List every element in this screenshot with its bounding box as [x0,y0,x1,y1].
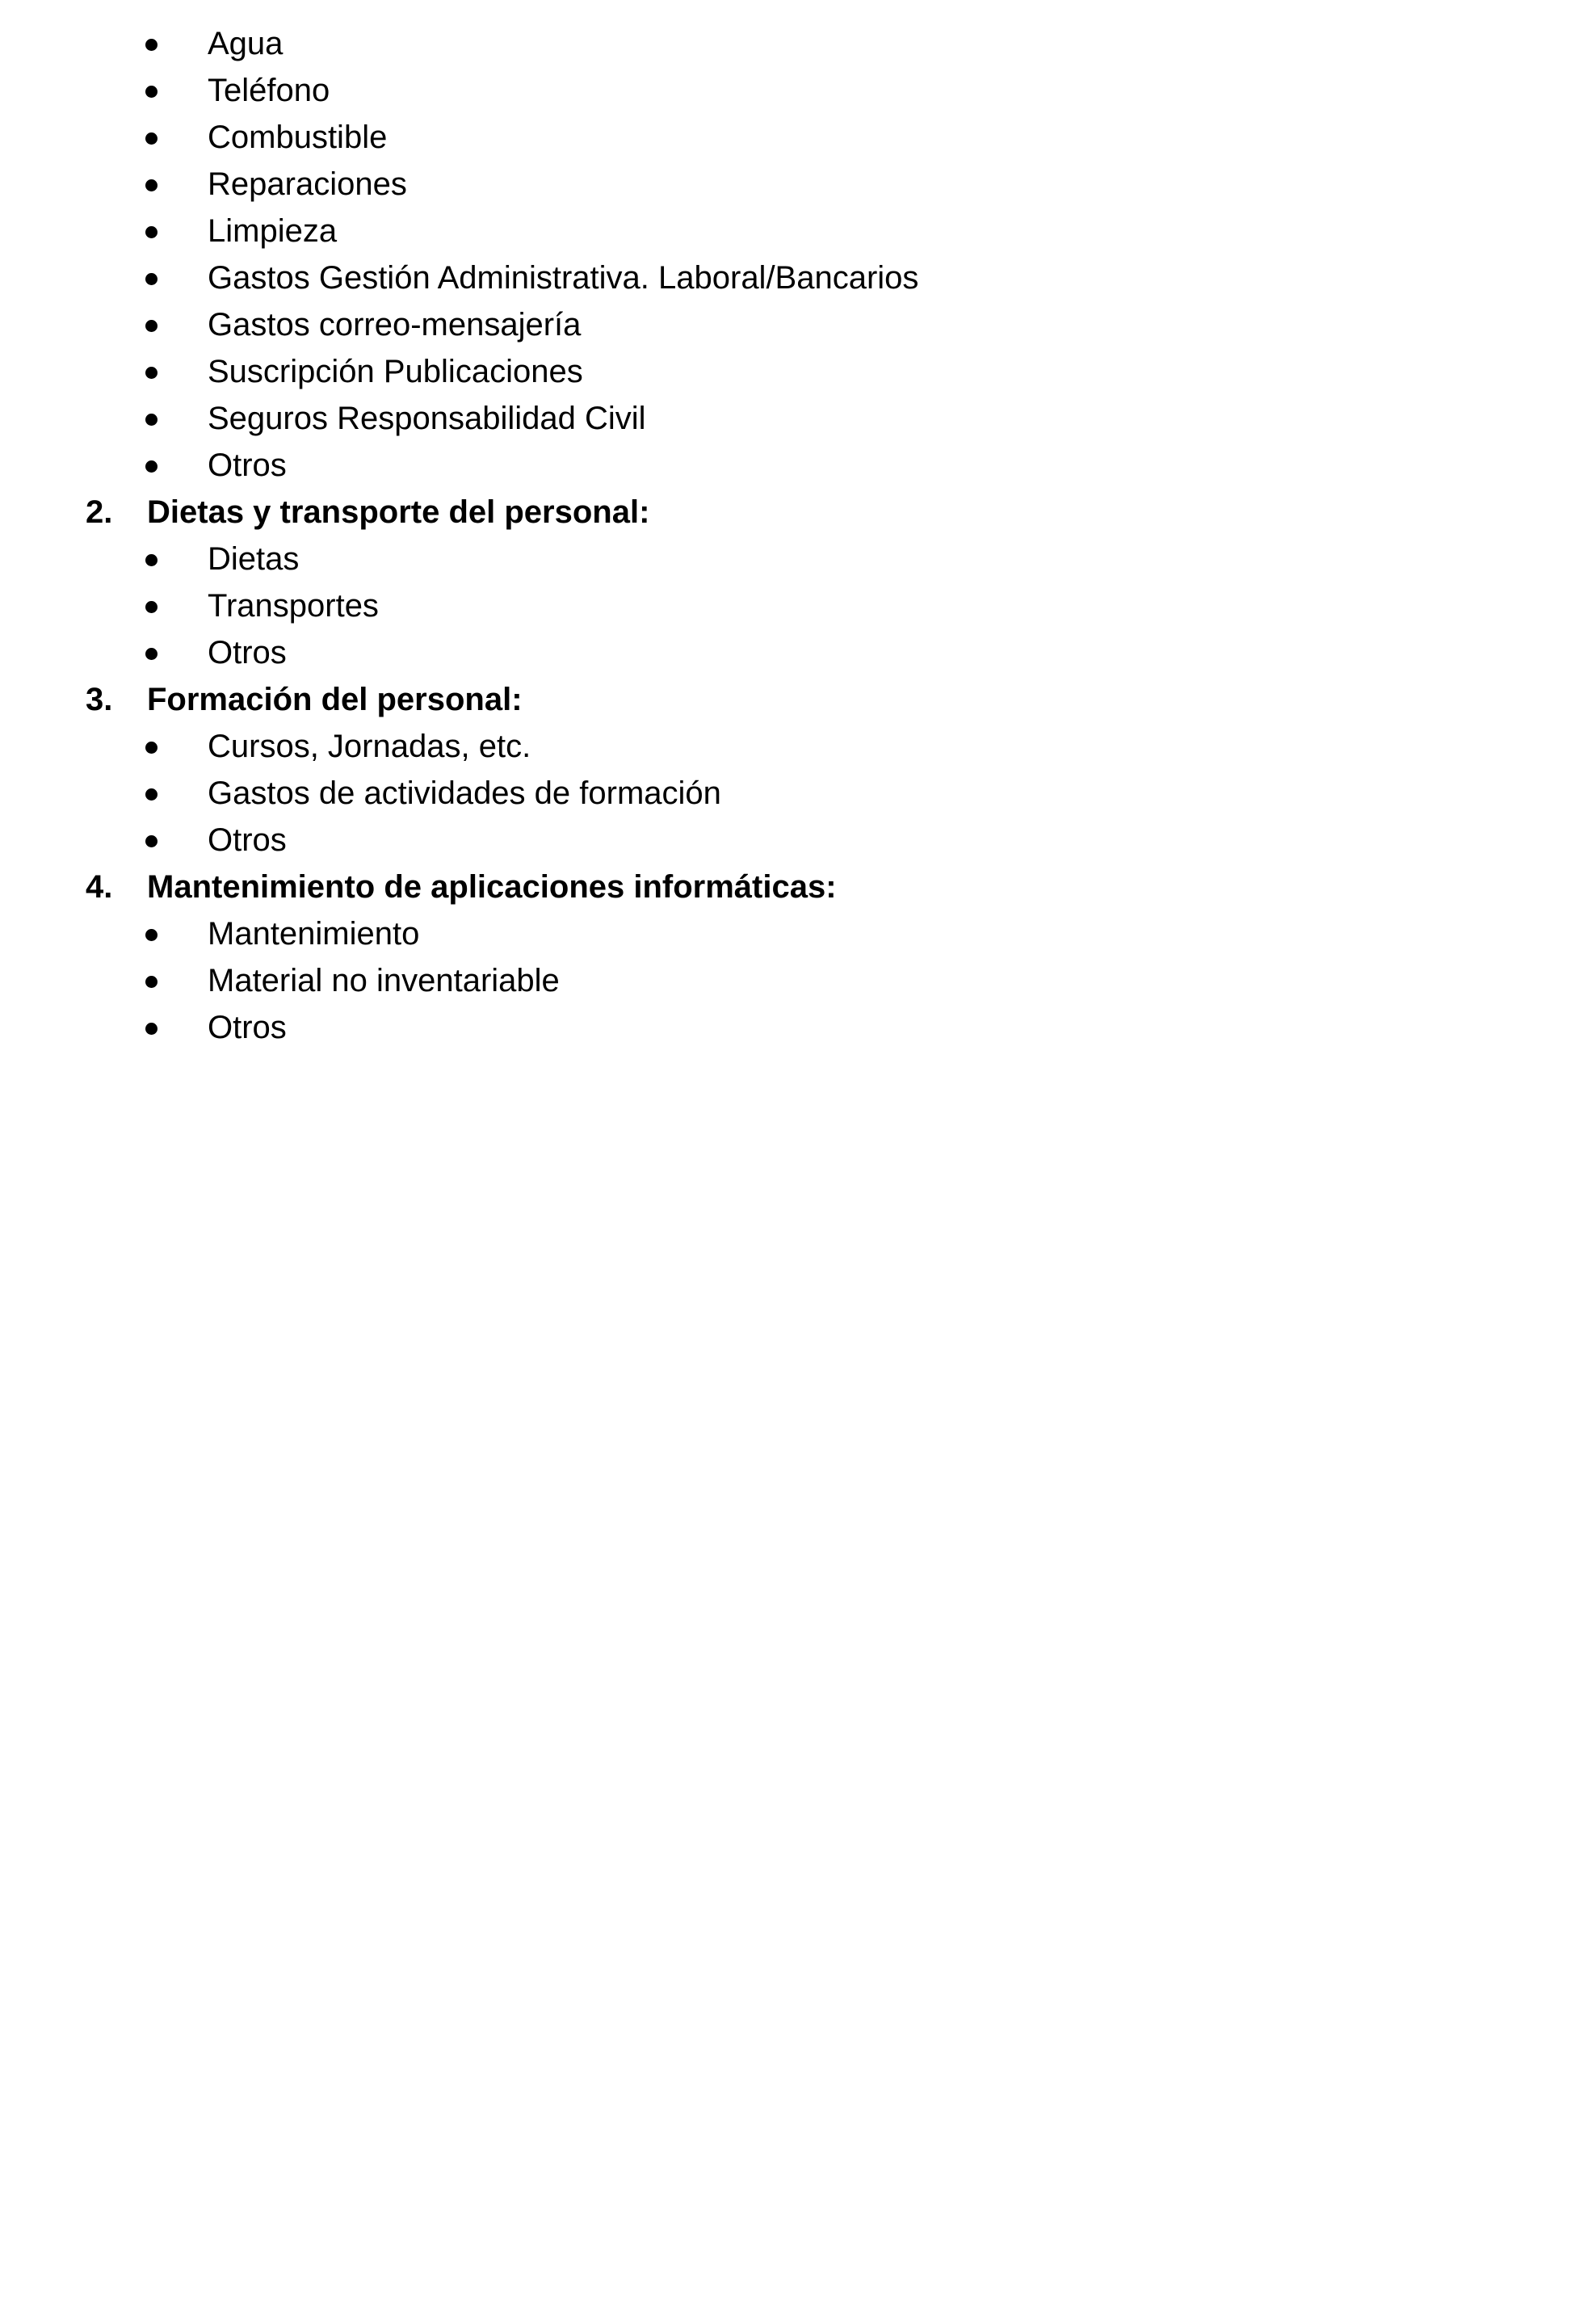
bullet-icon [145,460,158,473]
list-item-text: Combustible [208,120,388,155]
bullet-icon [145,601,158,613]
list-item-text: Gastos correo-mensajería [208,307,582,343]
bullet-icon [145,86,158,98]
list-item-text: Otros [208,635,287,670]
list-item-text: Gastos Gestión Administrativa. Laboral/Bancarios [208,260,919,296]
list-item-text: Gastos de actividades de formación [208,775,721,811]
bullet-icon [145,320,158,332]
list-item-text: Agua [208,26,284,61]
section-number: 3. [86,682,113,717]
bullet-icon [145,788,158,801]
list-item-text: Teléfono [208,73,330,108]
list-item-text: Otros [208,822,287,858]
bullet-icon [145,273,158,285]
bullet-icon [145,179,158,191]
bullet-icon [145,414,158,426]
list-item-text: Dietas [208,541,300,577]
bullet-icon [145,132,158,145]
bullet-icon [145,367,158,379]
list-item-text: Limpieza [208,213,338,249]
bullet-icon [145,554,158,566]
list-item-text: Cursos, Jornadas, etc. [208,729,531,764]
bullet-icon [145,226,158,238]
section-number: 4. [86,869,113,905]
section-title: Formación del personal: [147,682,523,717]
list-item-text: Material no inventariable [208,963,560,998]
list-item-text: Otros [208,1010,287,1045]
list-item-text: Seguros Responsabilidad Civil [208,401,646,436]
section-title: Mantenimiento de aplicaciones informáticas: [147,869,837,905]
bullet-icon [145,976,158,988]
list-item-text: Otros [208,448,287,483]
bullet-icon [145,39,158,51]
bullet-icon [145,835,158,847]
bullet-icon [145,742,158,754]
list-item-text: Mantenimiento [208,916,420,952]
bullet-icon [145,648,158,660]
section-number: 2. [86,494,113,530]
list-item-text: Reparaciones [208,166,407,202]
bullet-icon [145,929,158,941]
list-item-text: Transportes [208,588,379,624]
section-title: Dietas y transporte del personal: [147,494,650,530]
list-item-text: Suscripción Publicaciones [208,354,583,389]
bullet-icon [145,1023,158,1035]
